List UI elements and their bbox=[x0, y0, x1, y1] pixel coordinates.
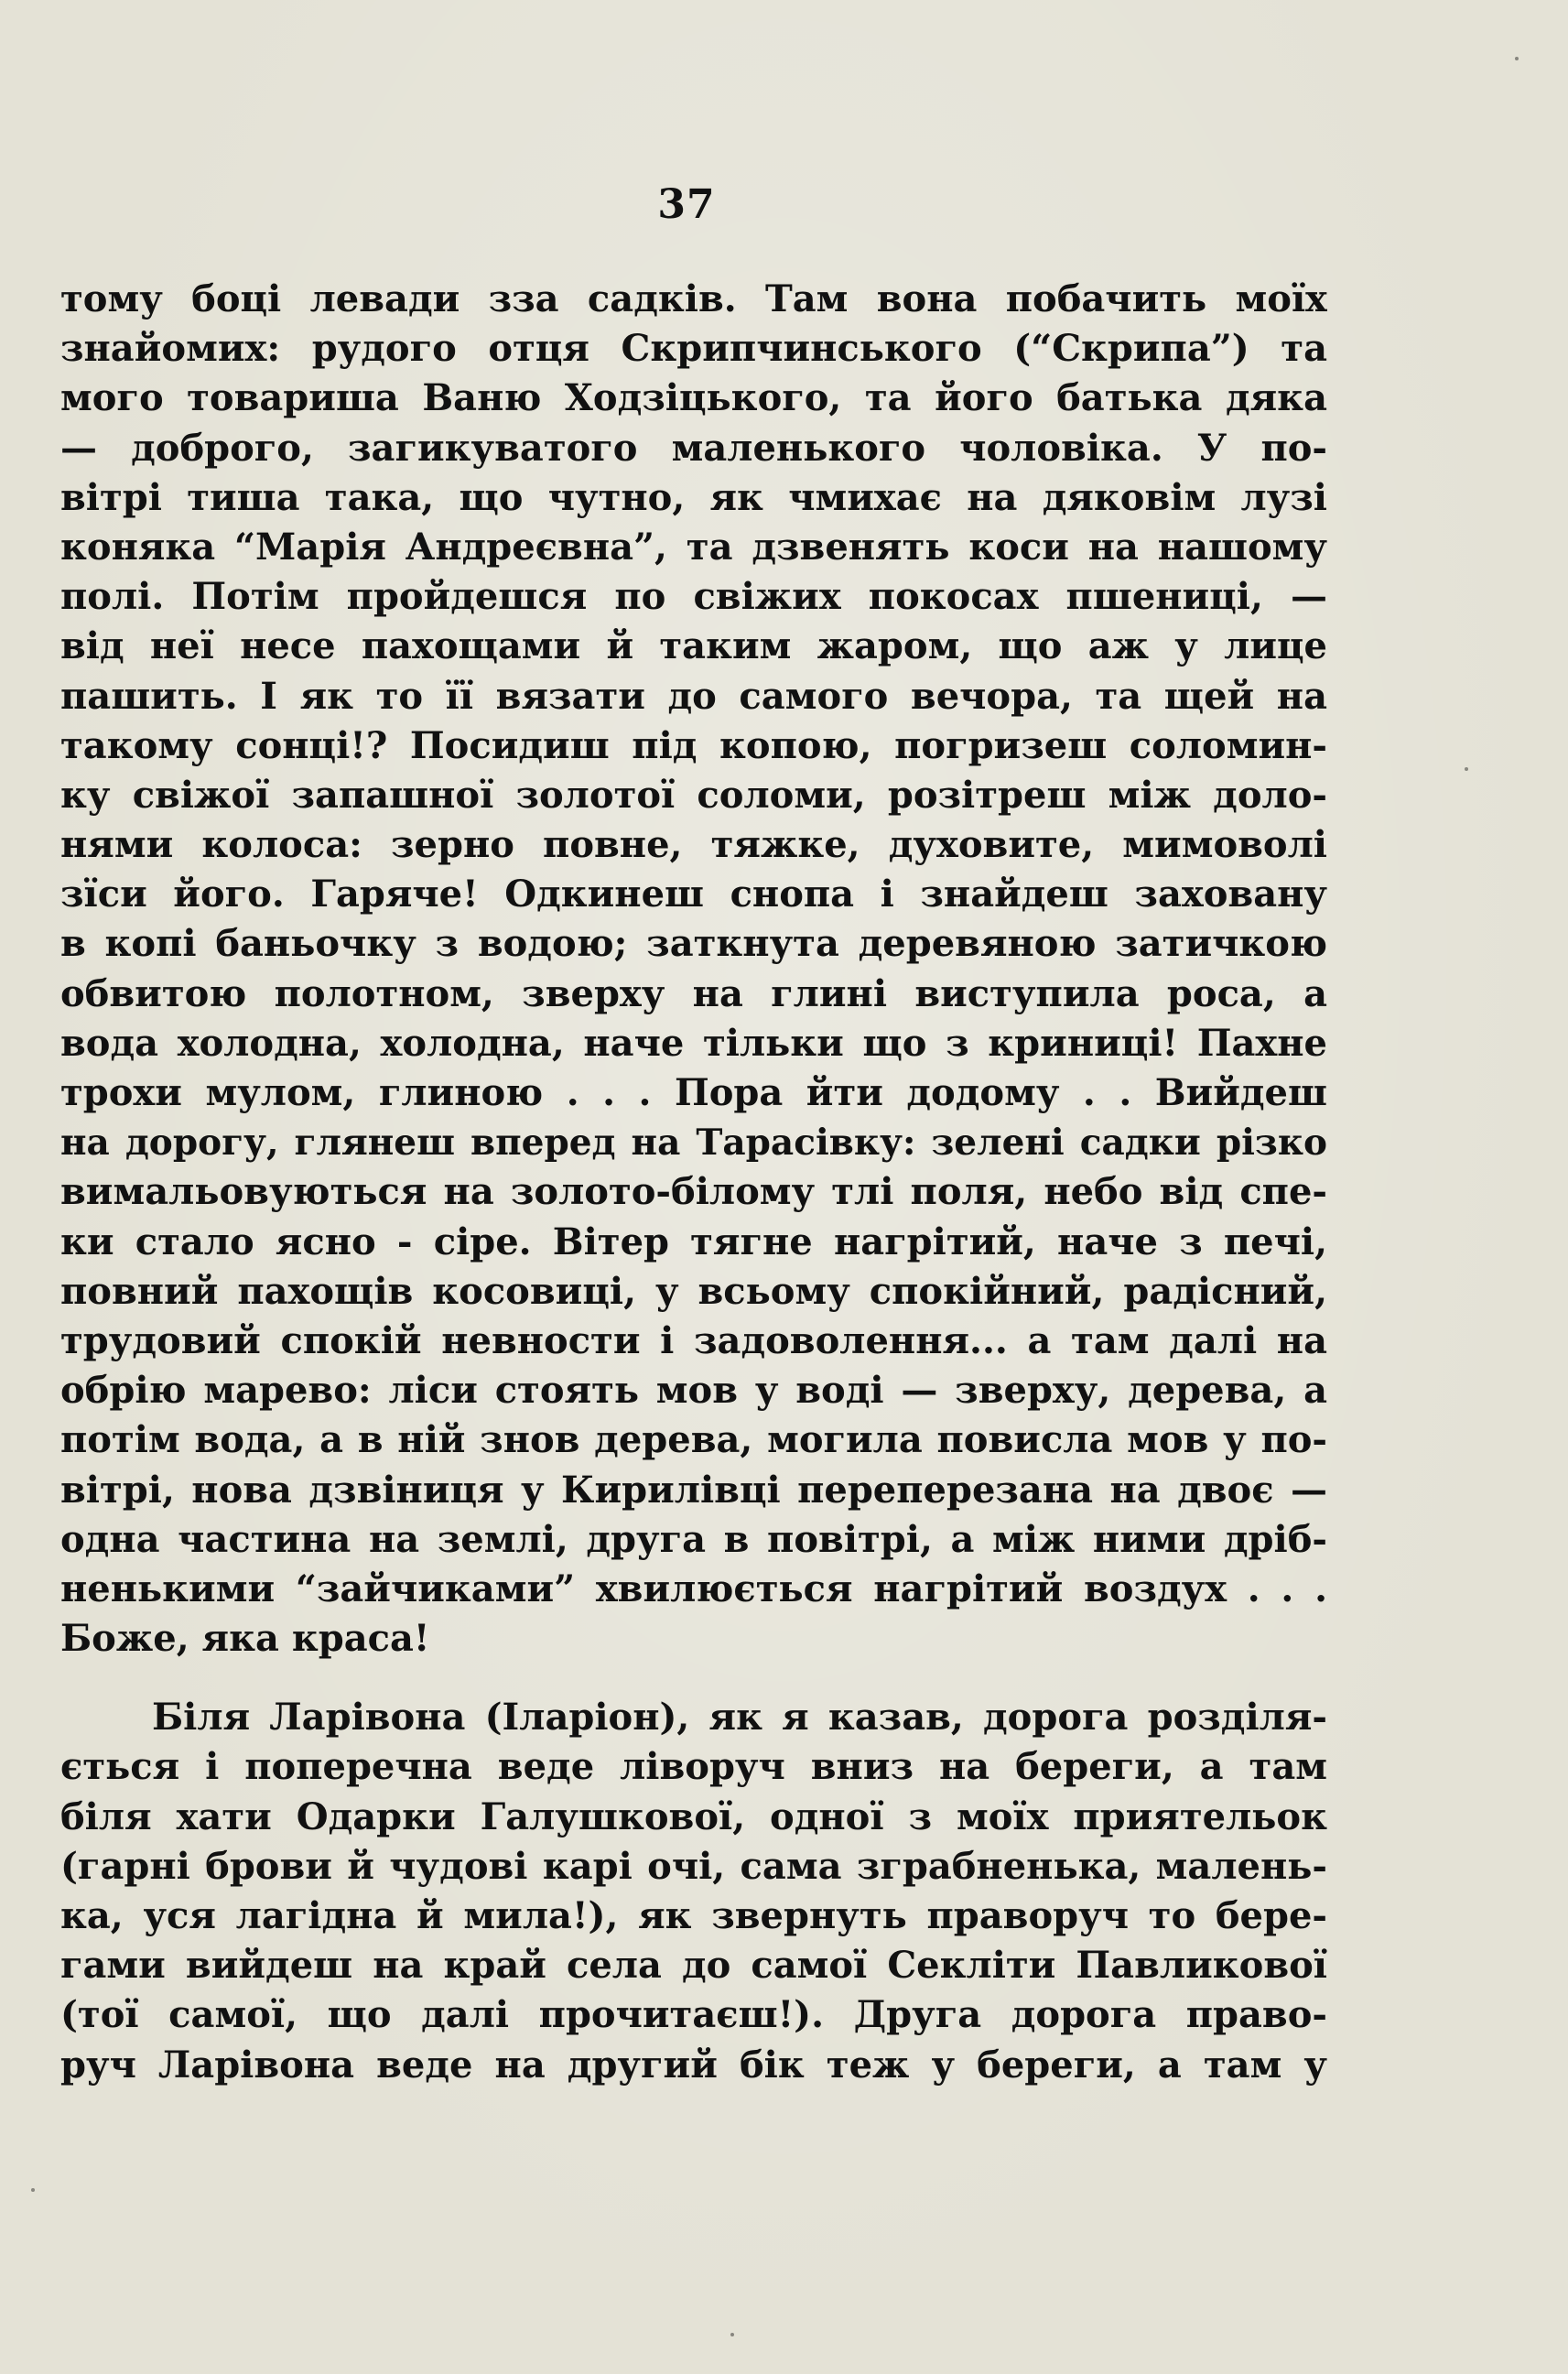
text-line: мого товариша Ваню Ходзіцького, та його батька дяка bbox=[60, 376, 1327, 420]
text-line: руч Ларівона веде на другий бік теж у береги, а там у bbox=[60, 2043, 1327, 2087]
text-line: ненькими “зайчиками” хвилюється нагрітий воздух . . . bbox=[60, 1566, 1327, 1610]
text-line: біля хати Одарки Галушкової, одної з моїх приятельок bbox=[60, 1794, 1327, 1838]
paper-speck bbox=[31, 2188, 35, 2192]
text-line: (гарні брови й чудові карі очі, сама зграбненька, малень- bbox=[60, 1844, 1327, 1888]
text-line: трудовий спокій невности і задоволення... а там далі на bbox=[60, 1318, 1327, 1362]
text-line: потім вода, а в ній знов дерева, могила повисла мов у по- bbox=[60, 1418, 1327, 1462]
text-line: в копі баньочку з водою; заткнута деревяною затичкою bbox=[60, 922, 1327, 966]
text-line: гами вийдеш на край села до самої Секліти Павликової bbox=[60, 1944, 1327, 1988]
text-line: зїси його. Гаряче! Одкинеш снопа і знайдеш заховану bbox=[60, 873, 1327, 916]
text-line: від неї несе пахощами й таким жаром, що аж у лице bbox=[60, 624, 1327, 668]
text-line: обрію марево: ліси стоять мов у воді — зверху, дерева, а bbox=[60, 1369, 1327, 1413]
text-line: одна частина на землі, друга в повітрі, а між ними дріб- bbox=[60, 1517, 1327, 1561]
text-line: повний пахощів косовиці, у всьому спокійний, радісний, bbox=[60, 1269, 1327, 1313]
text-line: коняка “Марія Андреєвна”, та дзвенять коси на нашому bbox=[60, 525, 1327, 569]
text-line: (тої самої, що далі прочитаєш!). Друга дорога право- bbox=[60, 1993, 1327, 2037]
text-line: Біля Ларівона (Іларіон), як я казав, дорога розділя- bbox=[152, 1696, 1327, 1740]
text-line: вітрі тиша така, що чутно, як чмихає на дяковім лузі bbox=[60, 475, 1327, 519]
paper-speck bbox=[730, 2333, 734, 2336]
text-line: — доброго, загикуватого маленького чоловіка. У по- bbox=[60, 426, 1327, 470]
text-line: ка, уся лагідна й мила!), як звернуть праворуч то бере- bbox=[60, 1894, 1327, 1937]
text-line: на дорогу, глянеш вперед на Тарасівку: зелені садки різко bbox=[60, 1122, 1327, 1165]
text-line: трохи мулом, глиною . . . Пора йти додому . . Вийдеш bbox=[60, 1071, 1327, 1114]
text-line: вода холодна, холодна, наче тільки що з криниці! Пахне bbox=[60, 1021, 1327, 1065]
paragraph-gap bbox=[60, 1664, 1327, 1693]
text-line: Боже, яка краса! bbox=[60, 1617, 430, 1661]
text-line: знайомих: рудого отця Скрипчинського (“Скрипа”) та bbox=[60, 327, 1327, 371]
text-line: нями колоса: зерно повне, тяжке, духовите, мимоволі bbox=[60, 823, 1327, 867]
text-line: ки стало ясно - сіре. Вітер тягне нагрітий, наче з печі, bbox=[60, 1220, 1327, 1263]
text-line: тому боці левади зза садків. Там вона побачить моїх bbox=[60, 277, 1327, 320]
page-number: 37 bbox=[657, 181, 716, 228]
text-line: полі. Потім пройдешся по свіжих покосах пшениці, — bbox=[60, 575, 1327, 619]
text-line: ку свіжої запашної золотої соломи, розітреш між доло- bbox=[60, 773, 1327, 817]
text-line: обвитою полотном, зверху на глині виступила роса, а bbox=[60, 971, 1327, 1015]
paper-speck bbox=[1515, 57, 1519, 60]
text-line: такому сонці!? Посидиш під копою, погризеш соломин- bbox=[60, 723, 1327, 767]
paragraph bbox=[60, 275, 1327, 1664]
text-line: вітрі, нова дзвіниця у Кирилівці переперезана на двоє — bbox=[60, 1468, 1327, 1512]
body-text bbox=[60, 275, 1327, 2090]
text-line: ється і поперечна веде ліворуч вниз на береги, а там bbox=[60, 1745, 1327, 1789]
paper-speck bbox=[1465, 767, 1468, 771]
text-line: вимальовуються на золото-білому тлі поля, небо від спе- bbox=[60, 1170, 1327, 1214]
text-line: пашить. І як то її вязати до самого вечора, та щей на bbox=[60, 674, 1327, 718]
paragraph bbox=[60, 1693, 1327, 2090]
